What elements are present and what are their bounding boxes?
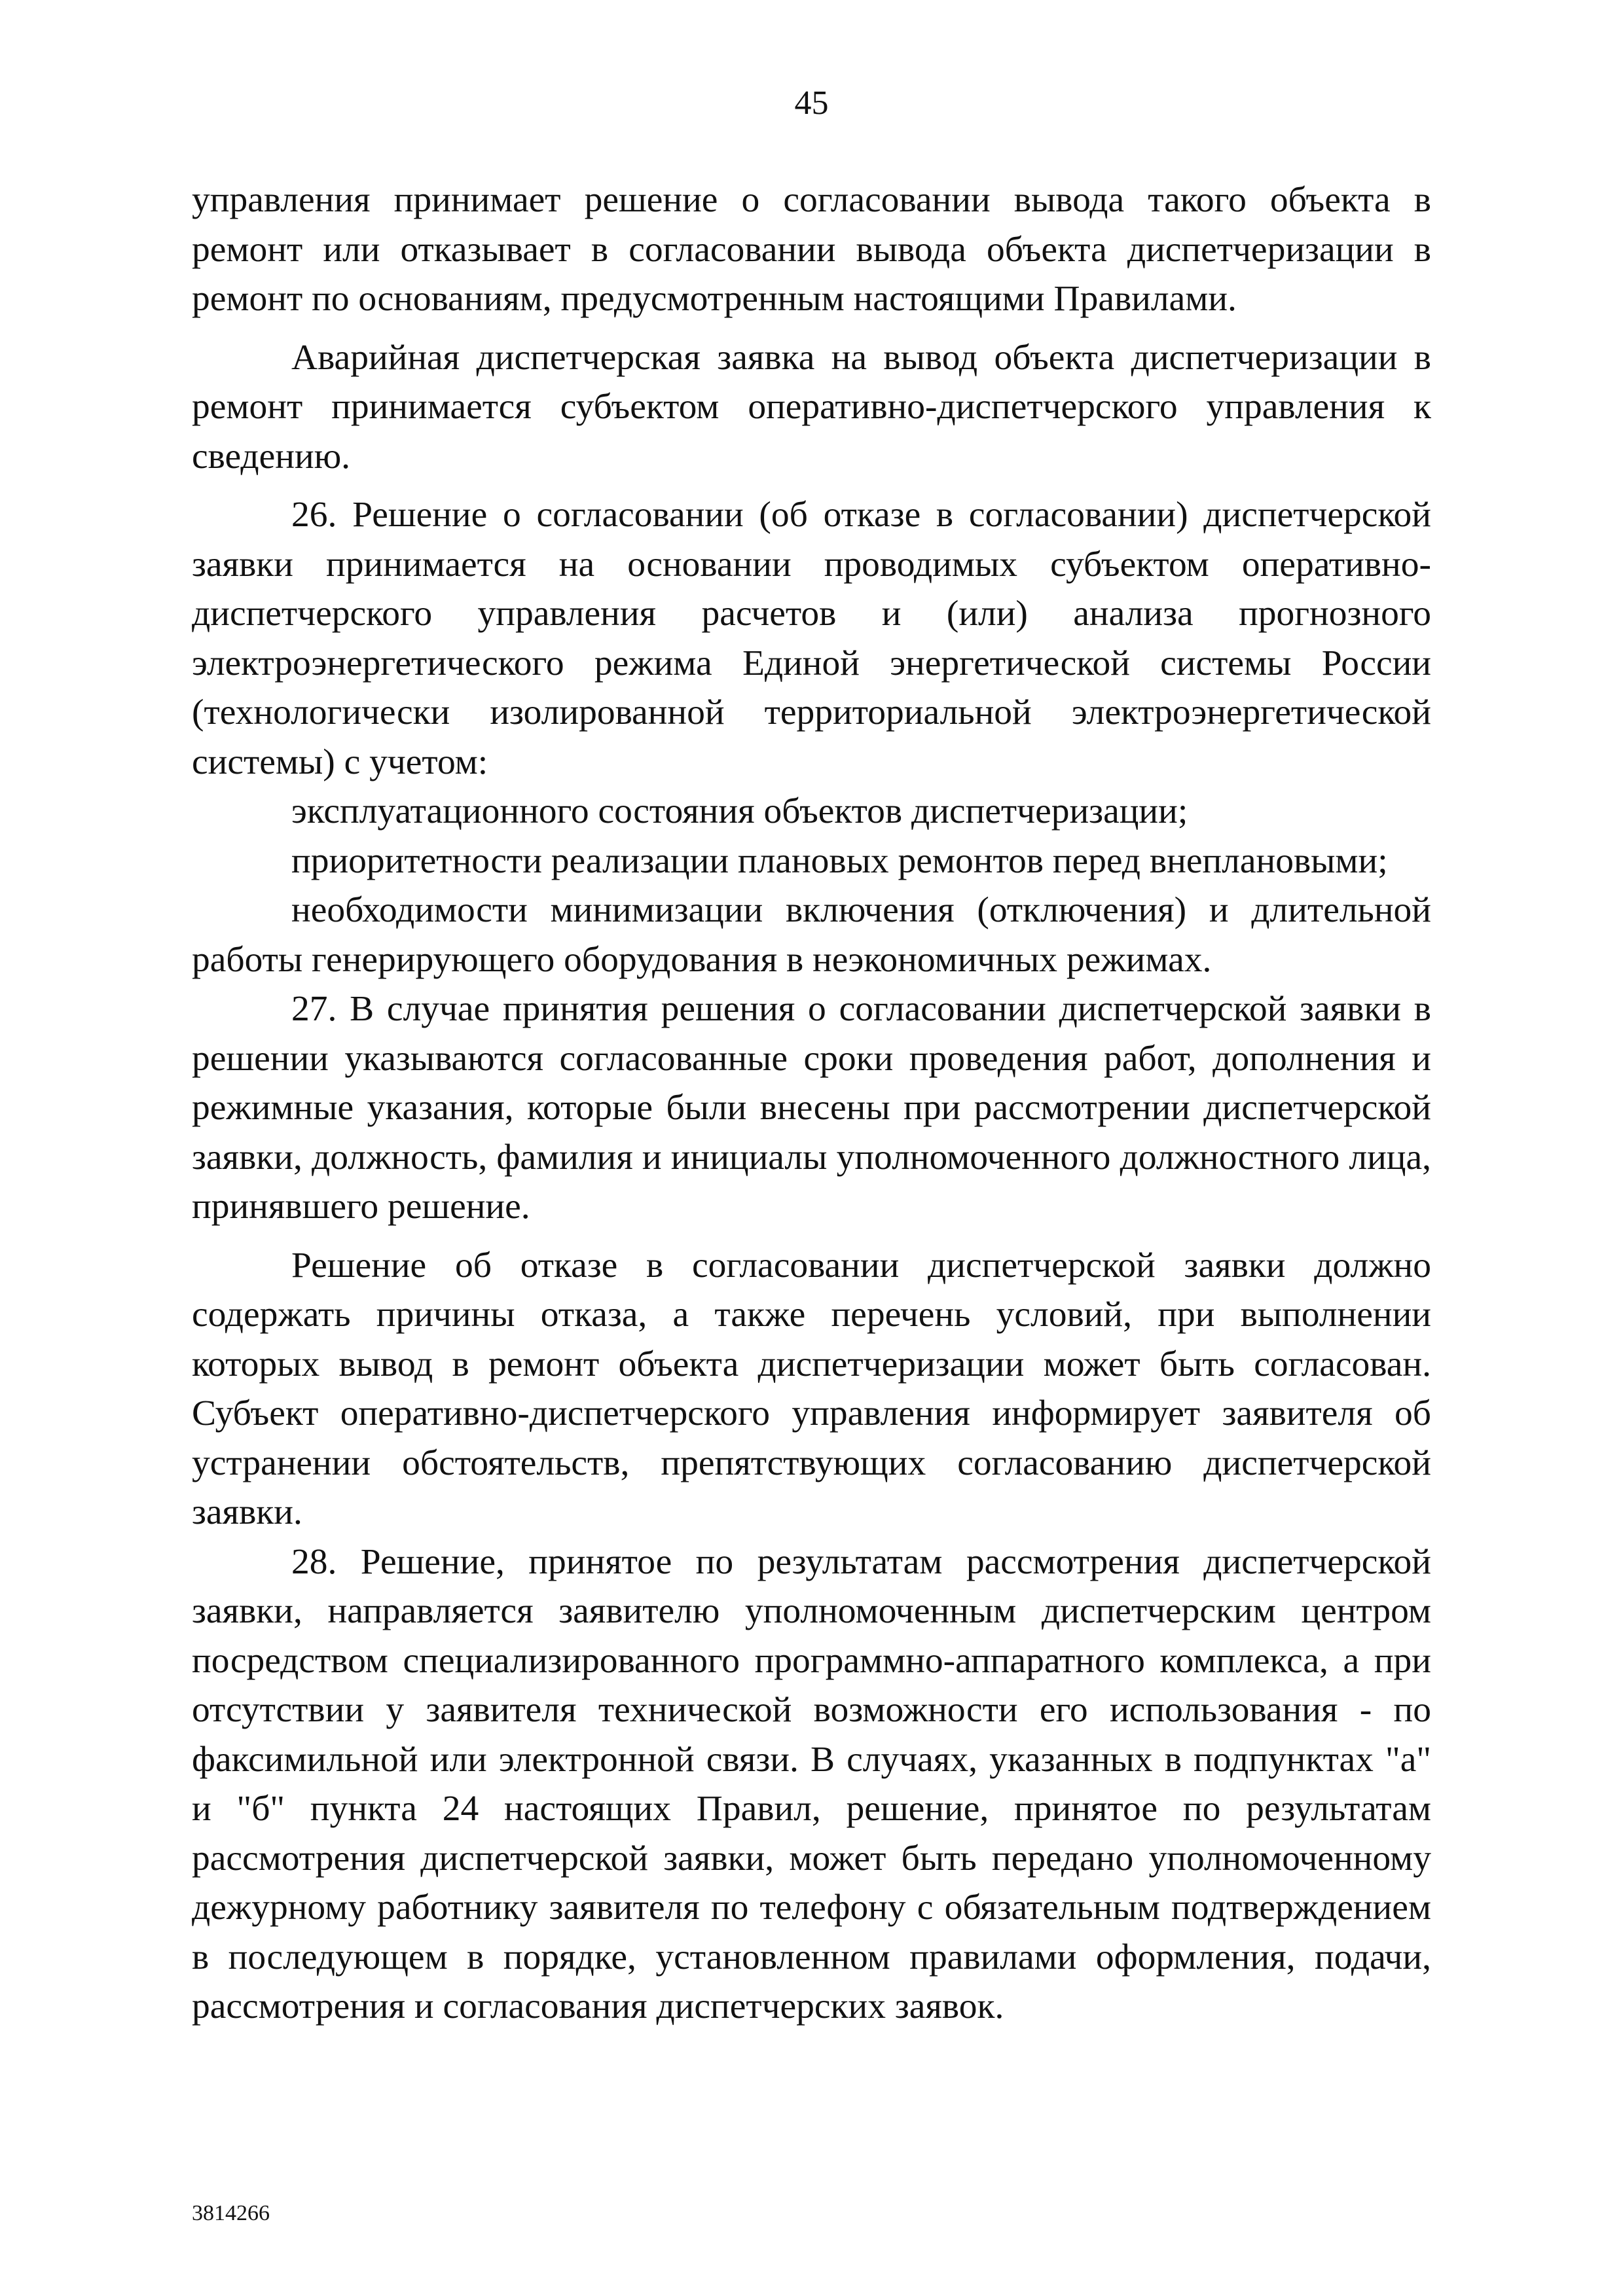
list-item-operational-state: эксплуатационного состояния объектов диспетчеризации;	[291, 791, 1188, 831]
paragraph-item-26: 26. Решение о согласовании (об отказе в согласовании) диспетчерской заявки принимается на основании проводимых субъектом оперативно-диспетчерского управления расчетов и (или) анализа прогнозного электроэнергетического режима Единой энергетической системы России (технологически изолированной территориальной электроэнергетической системы) с учетом:	[192, 495, 1431, 782]
paragraph-refusal: Решение об отказе в согласовании диспетчерской заявки должно содержать причины отказа, а также перечень условий, при выполнении которых вывод в ремонт объекта диспетчеризации может быть согласован. Субъект оперативно-диспетчерского управления информирует заявителя об устранении обстоятельств, препятствующих согласованию диспетчерской заявки.	[192, 1245, 1431, 1532]
document-code: 3814266	[192, 2201, 270, 2225]
paragraph-item-28: 28. Решение, принятое по результатам рассмотрения диспетчерской заявки, направляется заявителю уполномоченным диспетчерским центром посредством специализированного программно-аппаратного комплекса, а при отсутствии у заявителя технической возможности его использования - по факсимильной или электронной связи. В случаях, указанных в подпунктах "а" и "б" пункта 24 настоящих Правил, решение, принятое по результатам рассмотрения диспетчерской заявки, может быть передано уполномоченному дежурному работнику заявителя по телефону с обязательным подтверждением в последующем в порядке, установленном правилами оформления, подачи, рассмотрения и согласования диспетчерских заявок.	[192, 1541, 1431, 2026]
page-number: 45	[794, 84, 829, 122]
list-item-priority: приоритетности реализации плановых ремонтов перед внеплановыми;	[291, 840, 1388, 881]
paragraph-emergency-request: Аварийная диспетчерская заявка на вывод объекта диспетчеризации в ремонт принимается субъектом оперативно-диспетчерского управления к сведению.	[192, 337, 1431, 476]
paragraph-continuation: управления принимает решение о согласовании вывода такого объекта в ремонт или отказывает в согласовании вывода объекта диспетчеризации в ремонт по основаниям, предусмотренным настоящими Правилами.	[192, 180, 1431, 319]
document-body	[192, 175, 1431, 2032]
list-item-minimization: необходимости минимизации включения (отключения) и длительной работы генерирующего оборудования в неэкономичных режимах.	[192, 890, 1431, 980]
paragraph-item-27: 27. В случае принятия решения о согласовании диспетчерской заявки в решении указываются согласованные сроки проведения работ, дополнения и режимные указания, которые были внесены при рассмотрении диспетчерской заявки, должность, фамилия и инициалы уполномоченного должностного лица, принявшего решение.	[192, 989, 1431, 1227]
